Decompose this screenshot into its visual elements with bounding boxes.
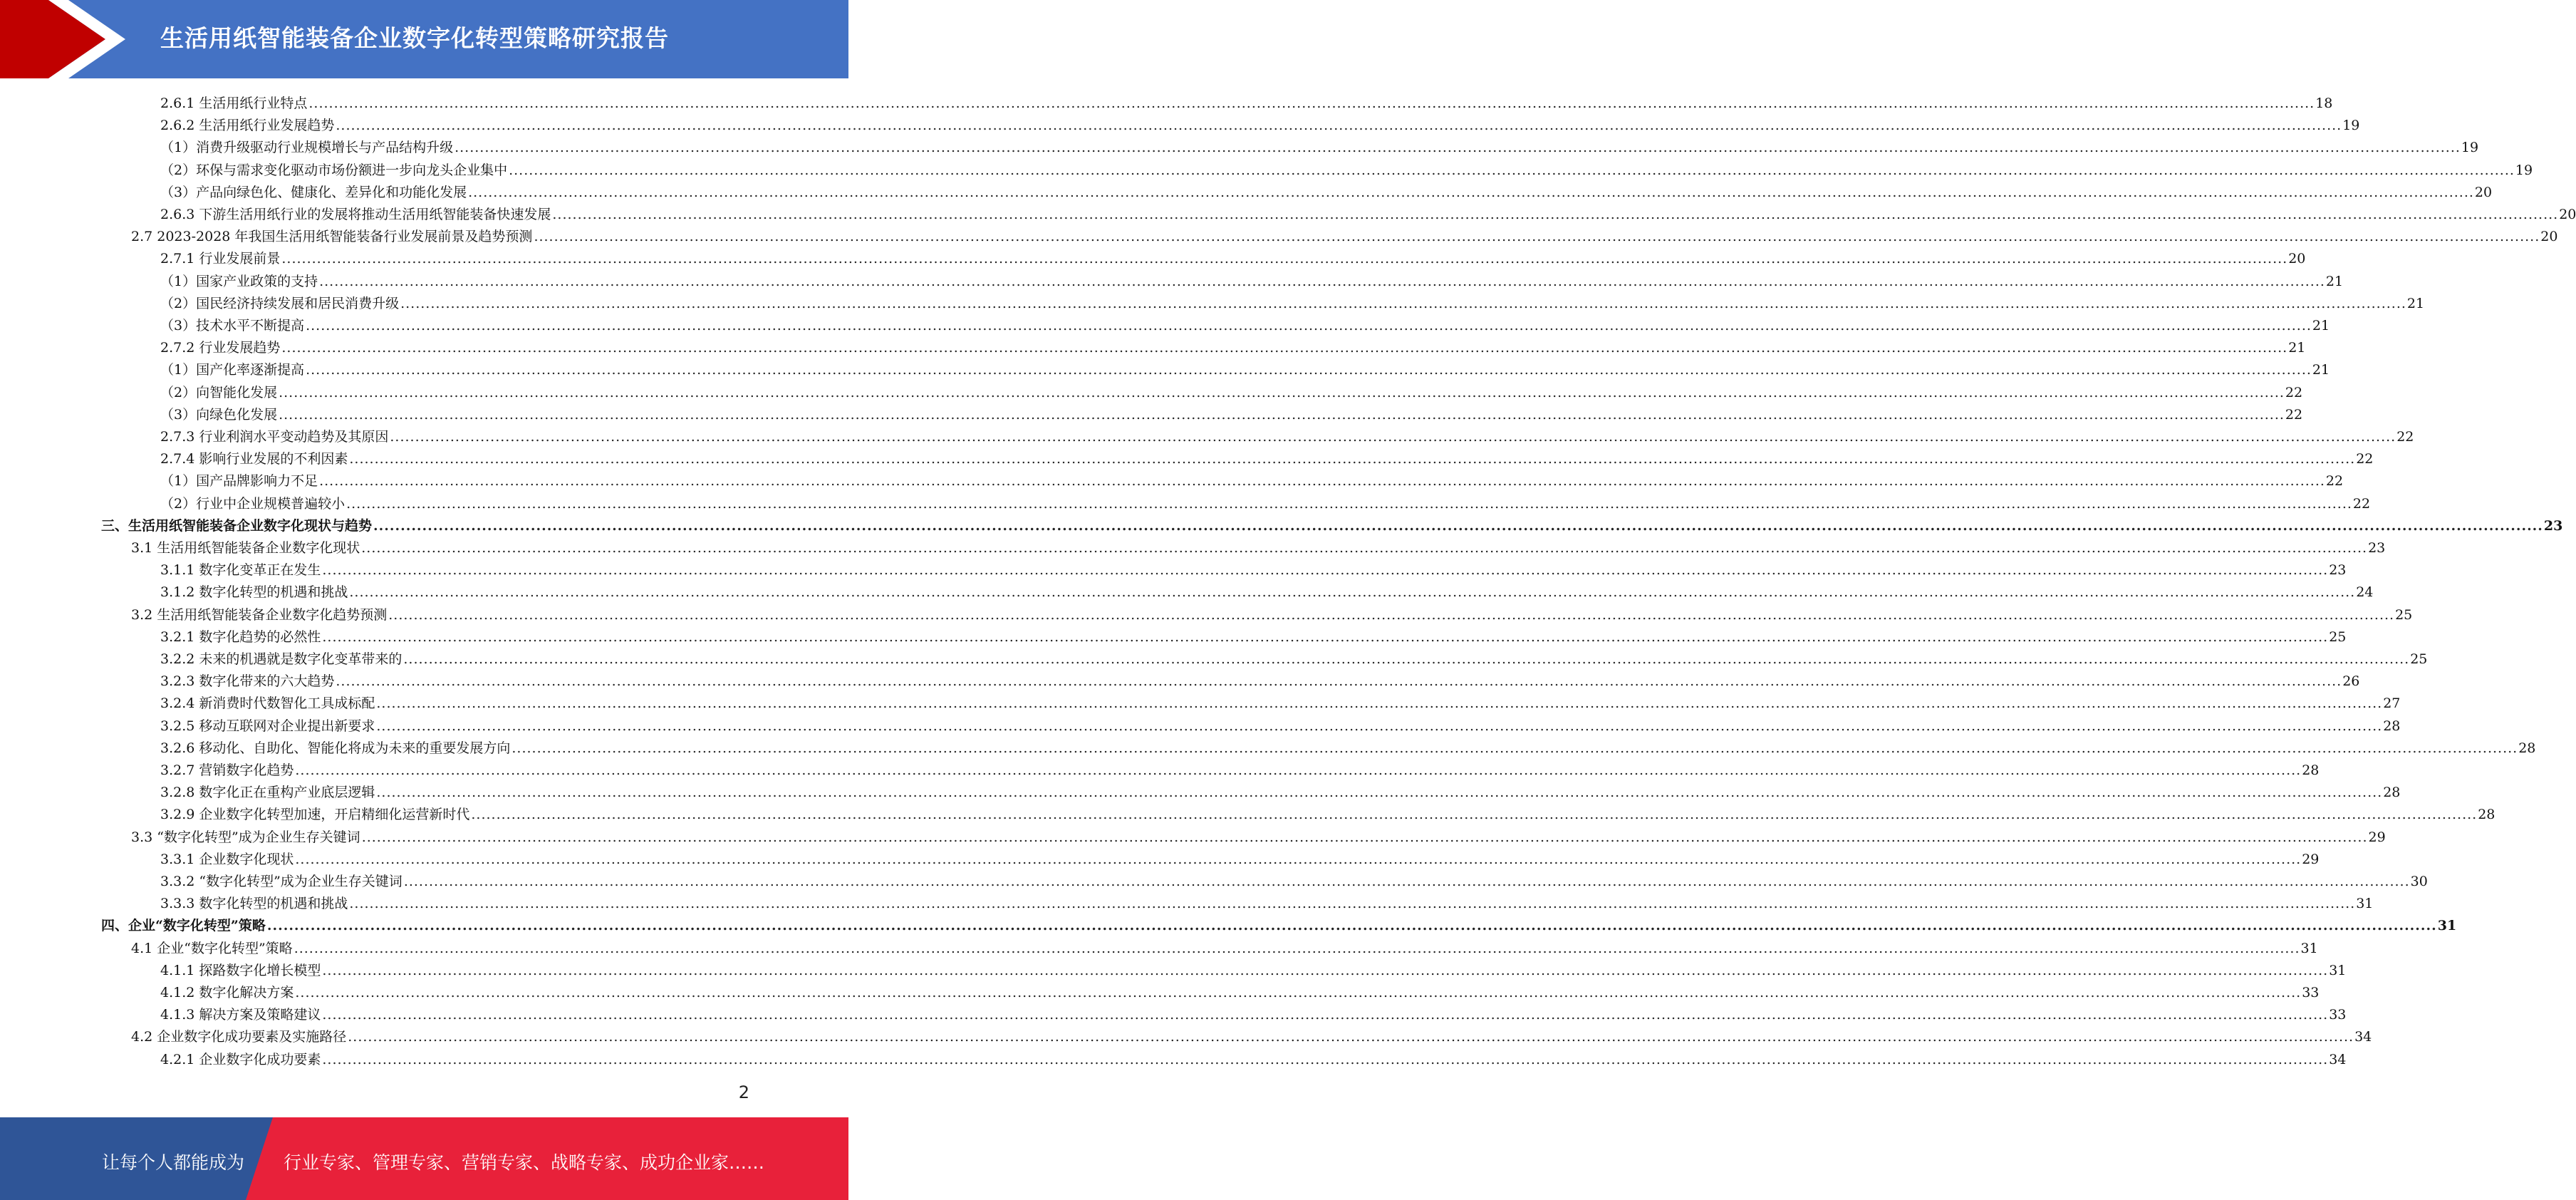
toc-entry-page: 21 <box>2312 318 2330 333</box>
toc-leader-dots: ................................................................................................................................................................................................................................................................................................................................................................................................................ <box>308 95 2315 111</box>
toc-entry-page: 28 <box>2383 718 2401 734</box>
toc-entry[interactable] <box>131 936 2318 958</box>
toc-entry-title: 3.2.3 数字化带来的六大趋势 <box>160 673 335 690</box>
page-number: 2 <box>738 1082 749 1102</box>
toc-entry-page: 29 <box>2368 829 2386 845</box>
toc-entry-title: （3）产品向绿色化、健康化、差异化和功能化发展 <box>160 184 467 200</box>
toc-entry-title: 3.2.2 未来的机遇就是数字化变革带来的 <box>160 651 402 667</box>
toc-entry-page: 31 <box>2356 896 2374 912</box>
toc-entry-page: 22 <box>2325 473 2344 490</box>
toc-entry-title: 3.1.1 数字化变革正在发生 <box>160 562 321 579</box>
toc-entry[interactable] <box>160 869 2428 891</box>
toc-leader-dots: ................................................................................................................................................................................................................................................................................................................................................................................................................ <box>455 140 2461 156</box>
toc-entry-title: 2.7 2023-2028 年我国生活用纸智能装备行业发展前景及趋势预测 <box>131 229 533 245</box>
toc-entry-page: 19 <box>2515 162 2533 178</box>
toc-entry-page: 31 <box>2329 962 2347 978</box>
toc-entry-page: 19 <box>2342 118 2360 134</box>
footer-slogan-left: 让每个人都能成为 <box>102 1152 245 1173</box>
toc-entry-title: 3.1.2 数字化转型的机遇和挑战 <box>160 584 348 601</box>
toc-entry-page: 21 <box>2325 273 2344 289</box>
toc-entry[interactable] <box>160 446 2374 468</box>
toc-entry-title: 2.6.1 生活用纸行业特点 <box>160 95 308 111</box>
toc-entry-title: （1）国产品牌影响力不足 <box>160 473 318 490</box>
toc-entry-page: 20 <box>2474 184 2493 200</box>
toc-entry-page: 21 <box>2406 295 2425 311</box>
toc-leader-dots: ................................................................................................................................................................................................................................................................................................................................................................................................................ <box>361 829 2368 845</box>
toc-entry-page: 22 <box>2352 495 2371 512</box>
toc-entry[interactable] <box>160 668 2360 690</box>
toc-leader-dots: ................................................................................................................................................................................................................................................................................................................................................................................................................ <box>322 962 2329 978</box>
toc-entry[interactable] <box>160 735 2536 757</box>
toc-leader-dots: ................................................................................................................................................................................................................................................................................................................................................................................................................ <box>322 1007 2329 1023</box>
toc-leader-dots: ................................................................................................................................................................................................................................................................................................................................................................................................................ <box>361 540 2368 556</box>
toc-entry-page: 29 <box>2302 851 2320 867</box>
toc-leader-dots: ................................................................................................................................................................................................................................................................................................................................................................................................................ <box>281 340 2288 356</box>
toc-entry[interactable] <box>160 646 2428 668</box>
toc-leader-dots: ................................................................................................................................................................................................................................................................................................................................................................................................................ <box>349 451 2356 467</box>
toc-entry-page: 34 <box>2329 1051 2347 1067</box>
toc-leader-dots: ................................................................................................................................................................................................................................................................................................................................................................................................................ <box>390 429 2396 445</box>
toc-leader-dots: ................................................................................................................................................................................................................................................................................................................................................................................................................ <box>471 807 2478 823</box>
toc-leader-dots: ................................................................................................................................................................................................................................................................................................................................................................................................................ <box>266 918 2437 934</box>
toc-leader-dots: ................................................................................................................................................................................................................................................................................................................................................................................................................ <box>279 406 2285 423</box>
toc-entry-page: 22 <box>2285 384 2303 400</box>
toc-entry[interactable] <box>160 424 2414 446</box>
toc-leader-dots: ................................................................................................................................................................................................................................................................................................................................................................................................................ <box>306 318 2312 333</box>
toc-entry-page: 25 <box>2395 606 2413 623</box>
toc-leader-dots: ................................................................................................................................................................................................................................................................................................................................................................................................................ <box>376 718 2383 734</box>
toc-entry[interactable] <box>131 824 2386 847</box>
toc-leader-dots: ................................................................................................................................................................................................................................................................................................................................................................................................................ <box>322 562 2329 579</box>
toc-entry-title: 2.7.1 行业发展前景 <box>160 251 281 267</box>
toc-leader-dots: ................................................................................................................................................................................................................................................................................................................................................................................................................ <box>511 740 2518 756</box>
toc-entry[interactable] <box>160 335 2306 357</box>
toc-entry[interactable] <box>160 402 2303 424</box>
toc-entry-title: （2）国民经济持续发展和居民消费升级 <box>160 295 400 311</box>
toc-entry[interactable] <box>160 557 2347 579</box>
toc-leader-dots: ................................................................................................................................................................................................................................................................................................................................................................................................................ <box>349 584 2356 601</box>
toc-entry-title: 3.3.3 数字化转型的机遇和挑战 <box>160 896 348 912</box>
toc-entry[interactable] <box>160 468 2344 490</box>
toc-entry-page: 22 <box>2285 406 2303 423</box>
toc-entry[interactable] <box>160 780 2401 802</box>
toc-entry-page: 28 <box>2302 762 2320 778</box>
toc-entry-title: 3.3.1 企业数字化现状 <box>160 851 294 867</box>
toc-entry-title: 3.2 生活用纸智能装备企业数字化趋势预测 <box>131 606 388 623</box>
toc-entry[interactable] <box>160 180 2493 202</box>
toc-entry-page: 30 <box>2410 874 2428 889</box>
toc-leader-dots: ................................................................................................................................................................................................................................................................................................................................................................................................................ <box>295 851 2302 867</box>
toc-entry-page: 23 <box>2329 562 2347 579</box>
toc-entry-title: （3）技术水平不断提高 <box>160 318 305 333</box>
toc-entry-title: 3.2.9 企业数字化转型加速，开启精细化运营新时代 <box>160 807 470 823</box>
toc-entry[interactable] <box>160 313 2330 335</box>
toc-entry-page: 21 <box>2288 340 2306 356</box>
toc-entry-page: 24 <box>2356 584 2374 601</box>
toc-entry-page: 26 <box>2342 673 2360 690</box>
toc-entry-page: 20 <box>2559 207 2576 222</box>
toc-entry-title: 2.7.2 行业发展趋势 <box>160 340 281 356</box>
toc-entry[interactable] <box>160 1002 2347 1024</box>
toc-entry[interactable] <box>131 602 2413 624</box>
toc-entry[interactable] <box>160 579 2374 601</box>
toc-entry[interactable] <box>160 690 2401 713</box>
toc-entry-title: （3）向绿色化发展 <box>160 406 278 423</box>
toc-leader-dots: ................................................................................................................................................................................................................................................................................................................................................................................................................ <box>319 473 2325 490</box>
toc-entry-title: 4.1.3 解决方案及策略建议 <box>160 1007 321 1023</box>
toc-leader-dots: ................................................................................................................................................................................................................................................................................................................................................................................................................ <box>346 495 2352 512</box>
toc-entry[interactable] <box>160 157 2533 180</box>
toc-entry[interactable] <box>160 802 2496 824</box>
header-red-arrow <box>0 0 105 78</box>
toc-entry[interactable] <box>160 757 2320 780</box>
toc-leader-dots: ................................................................................................................................................................................................................................................................................................................................................................................................................ <box>373 517 2543 534</box>
toc-entry[interactable] <box>160 246 2306 268</box>
toc-entry-page: 31 <box>2437 918 2457 934</box>
toc-entry[interactable] <box>160 891 2374 913</box>
toc-entry-title: 4.2.1 企业数字化成功要素 <box>160 1051 321 1067</box>
toc-entry[interactable] <box>131 1024 2372 1046</box>
toc-entry-title: 3.3.2 “数字化转型”成为企业生存关键词 <box>160 874 402 889</box>
toc-leader-dots: ................................................................................................................................................................................................................................................................................................................................................................................................................ <box>388 606 2395 623</box>
toc-entry[interactable] <box>160 491 2371 513</box>
toc-entry[interactable] <box>160 202 2576 224</box>
toc-entry-page: 27 <box>2383 695 2401 712</box>
toc-entry-title: （1）国家产业政策的支持 <box>160 273 318 289</box>
toc-entry-title: 4.1 企业“数字化转型”策略 <box>131 940 293 956</box>
toc-entry-title: 2.6.3 下游生活用纸行业的发展将推动生活用纸智能装备快速发展 <box>160 207 551 222</box>
toc-entry[interactable] <box>160 291 2425 313</box>
toc-leader-dots: ................................................................................................................................................................................................................................................................................................................................................................................................................ <box>281 251 2288 267</box>
toc-leader-dots: ................................................................................................................................................................................................................................................................................................................................................................................................................ <box>403 651 2410 667</box>
toc-entry-title: 3.2.5 移动互联网对企业提出新要求 <box>160 718 375 734</box>
toc-entry[interactable] <box>160 958 2347 980</box>
toc-entry-title: 4.1.1 探路数字化增长模型 <box>160 962 321 978</box>
toc-leader-dots: ................................................................................................................................................................................................................................................................................................................................................................................................................ <box>509 162 2515 178</box>
toc-entry-title: （2）向智能化发展 <box>160 384 278 400</box>
toc-entry[interactable] <box>131 224 2558 246</box>
toc-entry-page: 23 <box>2543 517 2563 534</box>
report-title: 生活用纸智能装备企业数字化转型策略研究报告 <box>160 24 669 52</box>
toc-leader-dots: ................................................................................................................................................................................................................................................................................................................................................................................................................ <box>322 629 2329 645</box>
toc-leader-dots: ................................................................................................................................................................................................................................................................................................................................................................................................................ <box>294 940 2300 956</box>
toc-entry[interactable] <box>160 90 2333 113</box>
toc-entry-title: 四、企业“数字化转型”策略 <box>101 918 266 934</box>
toc-entry-title: 2.7.4 影响行业发展的不利因素 <box>160 451 348 467</box>
toc-leader-dots: ................................................................................................................................................................................................................................................................................................................................................................................................................ <box>376 785 2383 801</box>
toc-entry-title: 3.2.4 新消费时代数智化工具成标配 <box>160 695 375 712</box>
toc-entry-page: 28 <box>2478 807 2496 823</box>
toc-leader-dots: ................................................................................................................................................................................................................................................................................................................................................................................................................ <box>279 384 2285 400</box>
toc-entry-title: 4.2 企业数字化成功要素及实施路径 <box>131 1029 347 1045</box>
toc-entry-title: 3.2.1 数字化趋势的必然性 <box>160 629 321 645</box>
toc-entry-page: 33 <box>2302 985 2320 1000</box>
toc-entry-page: 20 <box>2540 229 2558 245</box>
toc-entry[interactable] <box>160 380 2303 402</box>
toc-entry-page: 19 <box>2461 140 2479 156</box>
toc-entry[interactable] <box>101 913 2457 935</box>
page-footer <box>0 1117 848 1200</box>
toc-entry-page: 21 <box>2312 362 2330 378</box>
toc-entry-page: 25 <box>2410 651 2428 667</box>
toc-entry-title: 4.1.2 数字化解决方案 <box>160 985 294 1000</box>
toc-leader-dots: ................................................................................................................................................................................................................................................................................................................................................................................................................ <box>336 118 2342 134</box>
toc-leader-dots: ................................................................................................................................................................................................................................................................................................................................................................................................................ <box>400 295 2406 311</box>
toc-entry-title: （2）环保与需求变化驱动市场份额进一步向龙头企业集中 <box>160 162 508 178</box>
toc-leader-dots: ................................................................................................................................................................................................................................................................................................................................................................................................................ <box>534 229 2540 245</box>
toc-leader-dots: ................................................................................................................................................................................................................................................................................................................................................................................................................ <box>306 362 2312 378</box>
toc-entry-page: 18 <box>2315 95 2333 111</box>
toc-entry-title: 3.3 “数字化转型”成为企业生存关键词 <box>131 829 360 845</box>
footer-slogan-right: 行业专家、管理专家、营销专家、战略专家、成功企业家…… <box>284 1152 765 1173</box>
toc-entry[interactable] <box>160 113 2360 135</box>
toc-entry-page: 25 <box>2329 629 2347 645</box>
toc-leader-dots: ................................................................................................................................................................................................................................................................................................................................................................................................................ <box>349 896 2356 912</box>
toc-entry[interactable] <box>160 624 2347 646</box>
toc-entry-title: 3.2.6 移动化、自助化、智能化将成为未来的重要发展方向 <box>160 740 511 756</box>
toc-entry-page: 23 <box>2368 540 2386 556</box>
toc-leader-dots: ................................................................................................................................................................................................................................................................................................................................................................................................................ <box>295 985 2302 1000</box>
toc-entry[interactable] <box>131 535 2386 557</box>
toc-entry-title: （1）消费升级驱动行业规模增长与产品结构升级 <box>160 140 454 156</box>
toc-entry-page: 20 <box>2288 251 2306 267</box>
toc-entry-page: 28 <box>2518 740 2536 756</box>
toc-entry-page: 22 <box>2396 429 2414 445</box>
toc-entry-page: 28 <box>2383 785 2401 801</box>
toc-entry-title: （2）行业中企业规模普遍较小 <box>160 495 346 512</box>
page-header <box>0 0 848 78</box>
toc-leader-dots: ................................................................................................................................................................................................................................................................................................................................................................................................................ <box>295 762 2302 778</box>
toc-leader-dots: ................................................................................................................................................................................................................................................................................................................................................................................................................ <box>322 1051 2329 1067</box>
toc-leader-dots: ................................................................................................................................................................................................................................................................................................................................................................................................................ <box>376 695 2383 712</box>
toc-leader-dots: ................................................................................................................................................................................................................................................................................................................................................................................................................ <box>348 1029 2354 1045</box>
toc-entry[interactable] <box>160 1047 2347 1069</box>
toc-entry-title: 2.7.3 行业利润水平变动趋势及其原因 <box>160 429 389 445</box>
toc-entry-page: 31 <box>2300 940 2318 956</box>
toc-entry-title: 2.6.2 生活用纸行业发展趋势 <box>160 118 335 134</box>
toc-entry-page: 33 <box>2329 1007 2347 1023</box>
toc-entry[interactable] <box>160 135 2479 157</box>
toc-entry-title: （1）国产化率逐渐提高 <box>160 362 305 378</box>
toc-entry-page: 34 <box>2354 1029 2372 1045</box>
toc-entry[interactable] <box>160 847 2320 869</box>
toc-leader-dots: ................................................................................................................................................................................................................................................................................................................................................................................................................ <box>552 207 2559 222</box>
toc-entry[interactable] <box>160 980 2320 1002</box>
toc-entry[interactable] <box>101 513 2563 535</box>
toc-entry[interactable] <box>160 713 2401 735</box>
toc-entry[interactable] <box>160 269 2344 291</box>
toc-leader-dots: ................................................................................................................................................................................................................................................................................................................................................................................................................ <box>403 874 2410 889</box>
toc-leader-dots: ................................................................................................................................................................................................................................................................................................................................................................................................................ <box>336 673 2342 690</box>
toc-entry-title: 3.2.8 数字化正在重构产业底层逻辑 <box>160 785 375 801</box>
toc-leader-dots: ................................................................................................................................................................................................................................................................................................................................................................................................................ <box>468 184 2474 200</box>
toc-entry-title: 3.1 生活用纸智能装备企业数字化现状 <box>131 540 360 556</box>
toc-entry[interactable] <box>160 357 2330 379</box>
toc-entry-title: 3.2.7 营销数字化趋势 <box>160 762 294 778</box>
toc-leader-dots: ................................................................................................................................................................................................................................................................................................................................................................................................................ <box>319 273 2325 289</box>
toc-entry-title: 三、生活用纸智能装备企业数字化现状与趋势 <box>101 517 373 534</box>
toc-entry-page: 22 <box>2356 451 2374 467</box>
